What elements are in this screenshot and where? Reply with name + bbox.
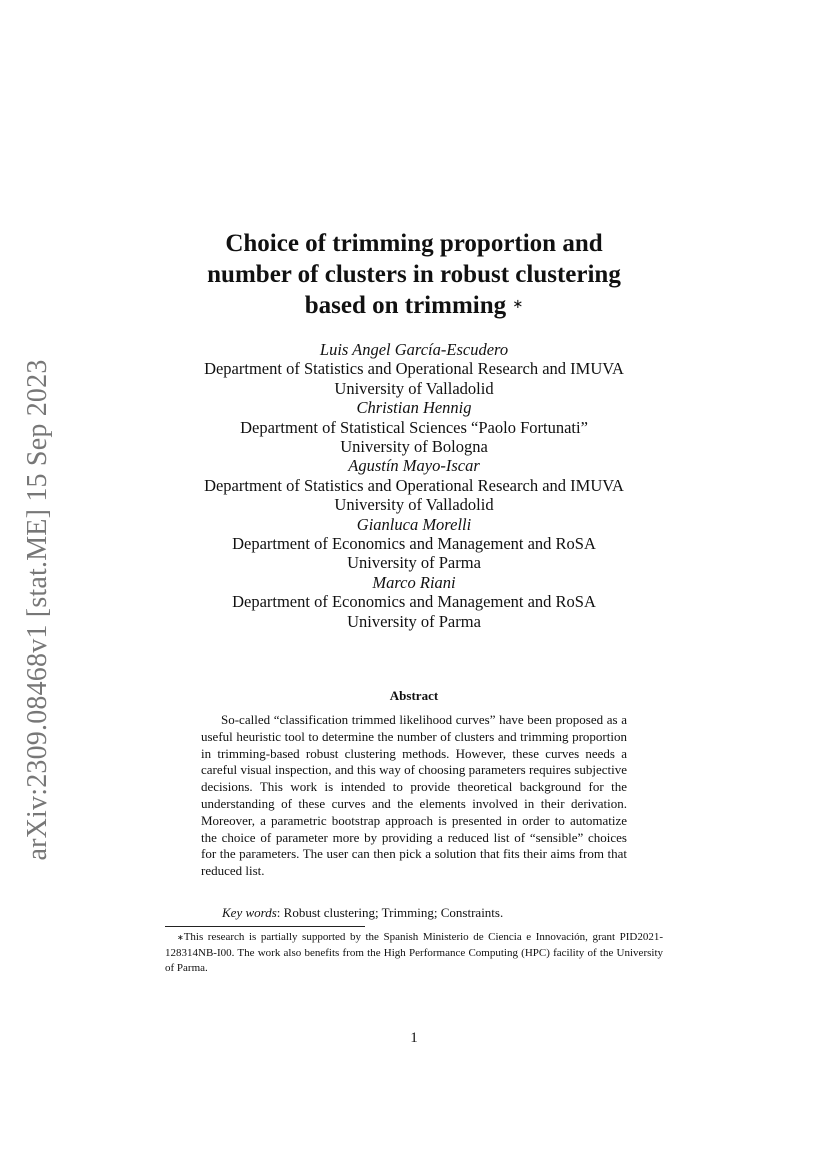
author-name: Agustín Mayo-Iscar xyxy=(348,456,480,476)
author-affiliation-university: University of Parma xyxy=(347,553,481,573)
author-name: Christian Hennig xyxy=(356,398,472,418)
author-affiliation-university: University of Valladolid xyxy=(334,495,494,515)
author-affiliation-department: Department of Statistical Sciences “Paolo Fortunati” xyxy=(240,417,588,437)
footnote-divider xyxy=(165,926,365,927)
abstract-text: So-called “classification trimmed likelihood curves” have been proposed as a useful heuristic tool to determine the number of clusters and trimming proportion in trimming-based robust clustering methods. However, these curves needs a careful visual inspection, and this way of choosing parameters requires subjective decisions. This work is intended to provide theoretical background for the understanding of these curves and the elements involved in their derivation. Moreover, a parametric bootstrap approach is presented in order to automatize the choice of parameter more by providing a reduced list of “sensible” choices for the parameters. The user can then pick a solution that fits their aims from that reduced list. xyxy=(201,712,627,879)
footnote xyxy=(165,930,663,977)
author-affiliation-department: Department of Economics and Management and RoSA xyxy=(232,592,596,612)
title-line-3-text: based on trimming xyxy=(304,292,507,319)
abstract-heading: Abstract xyxy=(389,688,439,703)
author-list xyxy=(0,340,828,631)
author-name: Luis Angel García-Escudero xyxy=(319,340,509,359)
keywords xyxy=(222,905,503,921)
author-affiliation-university: University of Bologna xyxy=(340,437,488,457)
title-line-2: number of clusters in robust clustering xyxy=(207,261,621,288)
author-affiliation-department: Department of Statistics and Operational Research and IMUVA xyxy=(204,475,624,495)
page-number: 1 xyxy=(410,1030,418,1046)
title-line-1: Choice of trimming proportion and xyxy=(225,230,603,257)
author-name: Marco Riani xyxy=(372,572,456,592)
paper-title xyxy=(0,228,828,321)
footnote-mark: ∗ xyxy=(177,933,184,942)
keywords-text: : Robust clustering; Trimming; Constraints. xyxy=(276,905,504,920)
arxiv-side-stamp: arXiv:2309.08468v1 [stat.ME] 15 Sep 2023 xyxy=(22,359,53,861)
footnote-text: This research is partially supported by the Spanish Ministerio de Ciencia e Innovación, grant PID2021-128314NB-I00. The work also benefits from the High Performance Computing (HPC) facility of the University of Parma. xyxy=(165,931,663,974)
title-footnote-mark: ∗ xyxy=(512,296,524,311)
author-affiliation-department: Department of Economics and Management and RoSA xyxy=(232,534,596,554)
author-affiliation-university: University of Valladolid xyxy=(334,378,494,398)
author-affiliation-department: Department of Statistics and Operational Research and IMUVA xyxy=(204,359,624,379)
author-name: Gianluca Morelli xyxy=(356,514,472,534)
keywords-label: Key words xyxy=(222,905,277,920)
author-affiliation-university: University of Parma xyxy=(347,611,481,631)
title-line-3 xyxy=(0,290,828,321)
